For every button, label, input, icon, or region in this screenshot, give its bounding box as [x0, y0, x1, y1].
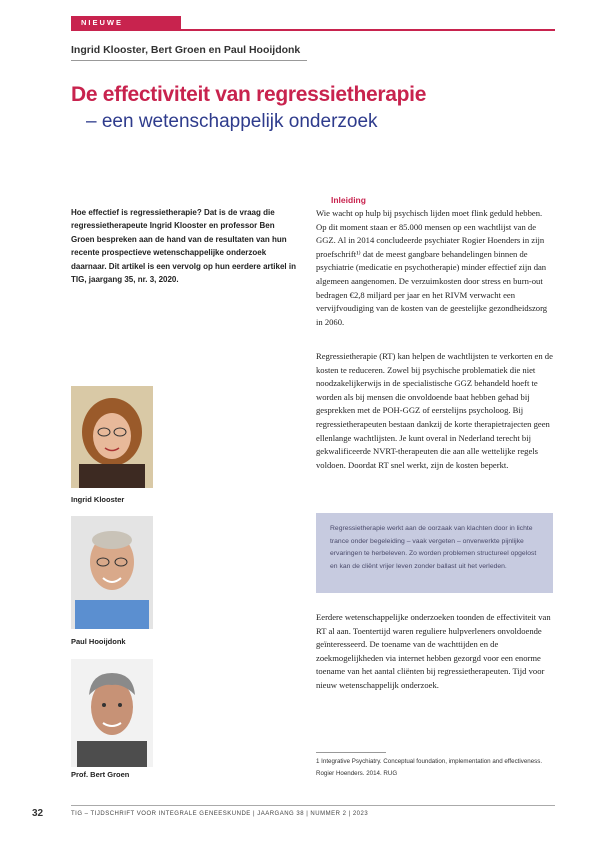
photo-bert-groen: [71, 659, 153, 767]
photo-caption: Prof. Bert Groen: [71, 770, 130, 779]
article-authors: Ingrid Klooster, Bert Groen en Paul Hooijdonk: [71, 44, 301, 56]
footnote-rule: [316, 752, 386, 753]
body-paragraph-1: Wie wacht op hulp bij psychisch lijden moet flink geduld hebben. Op dit moment staan er 85.000 mensen op een wachtlijst van de GGZ. Al in 2014 concludeerde psychiater Rogier Hoenders in zijn proefschrift¹⁾ dat de meest gangbare behandelingen binnen de psychiatrie (medicatie en psychotherapie) minder effectief zijn dan algemeen aangenomen. De verzuimkosten door stress en burn-out bedragen €2,8 miljard per jaar en het RIVM verwacht een vervijfvoudiging van de kosten van de geestelijke gezondheidszorg in 2060.: [316, 208, 548, 327]
section-tag: NIEUWE STROMING: [71, 16, 181, 29]
intro-paragraph: Hoe effectief is regressietherapie? Dat is de vraag die regressietherapeute Ingrid Klooster en professor Ben Groen bespreken aan de hand van de resultaten van hun recente prospectieve wetenschappelijke onderzoek daarnaar. Dit artikel is een vervolg op hun eerdere artikel in TIG, jaargang 35, nr. 3, 2020.: [71, 208, 296, 285]
footnote: 1 Integrative Psychiatry. Conceptual foundation, implementation and effectiveness. Rogier Hoenders. 2014. RUG: [316, 758, 543, 777]
photo-ingrid-klooster: [71, 386, 153, 488]
article-title: De effectiviteit van regressietherapie: [71, 83, 427, 106]
body-paragraph-2: Regressietherapie (RT) kan helpen de wachtlijsten te verkorten en de kosten te reduceren. Zowel bij psychische problematiek die niet noodzakelijkerwijs in de specialistische GGZ behandeld hoeft te worden als bij mensen die onvoldoende baat hebben gehad bij gesprekken met de POH-GGZ of eerstelijns psycholoog. Bij regressietherapeuten bestaan dankzij de korte therapietrajecten geen ellenlange wachtlijsten. Je kunt overal in Nederland terecht bij gekwalificeerde NVRT-therapeuten die aan alle wettelijke regels voldoen. Doordat RT snel werkt, zijn de kosten beperkt.: [316, 351, 553, 470]
authors-rule: [71, 60, 307, 61]
body-paragraph-3: Eerdere wetenschappelijke onderzoeken toonden de effectiviteit van RT al aan. Toentertijd waren reguliere hulpverleners onvoldoende geïnteresseerd. De toename van de wachttijden en de zoekmogelijkheden via internet hebben gezorgd voor een enorme toename van het aantal cliënten bij regressietherapeuten. Tijd voor nieuw wetenschappelijk onderzoek.: [316, 612, 551, 690]
article-subtitle: – een wetenschappelijk onderzoek: [86, 111, 378, 132]
footer-rule: [71, 805, 555, 806]
photo-caption: Ingrid Klooster: [71, 495, 125, 504]
photo-paul-hooijdonk: [71, 516, 153, 629]
journal-footer: TIG – TIJDSCHRIFT VOOR INTEGRALE GENEESKUNDE | JAARGANG 38 | NUMMER 2 | 2023: [71, 811, 369, 817]
page-number: 32: [32, 808, 44, 819]
header-rule: [71, 29, 555, 31]
section-heading: Inleiding: [331, 195, 366, 205]
photo-caption: Paul Hooijdonk: [71, 637, 126, 646]
pull-quote: Regressietherapie werkt aan de oorzaak van klachten door in lichte trance onder begeleiding – vaak vergeten – onverwerkte pijnlijke ervaringen te herbeleven. Zo worden problemen structureel opgelost en kan de cliënt vrijer leven zonder ballast uit het verleden.: [316, 513, 553, 593]
